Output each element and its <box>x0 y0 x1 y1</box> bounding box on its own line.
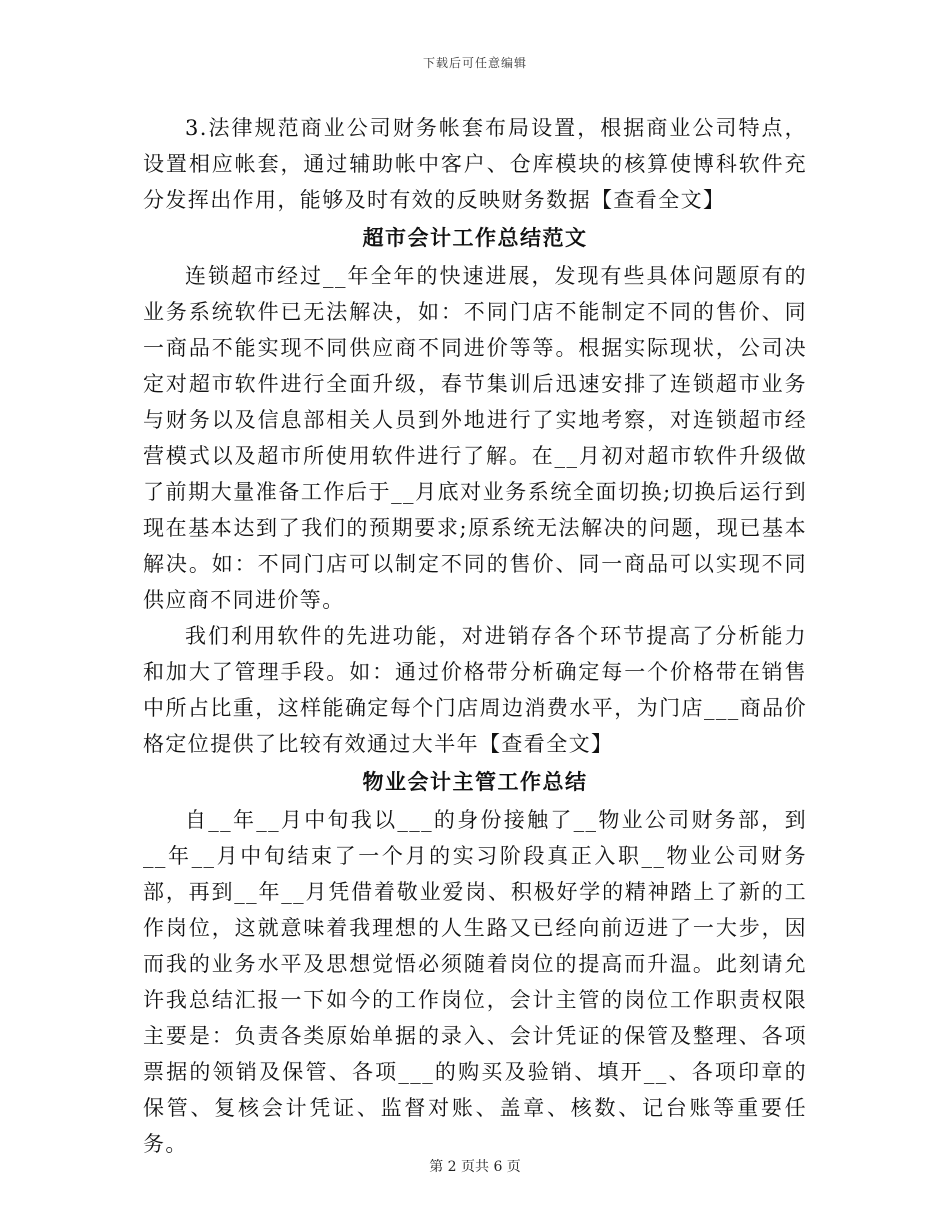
paragraph-text: 自__年__月中旬我以___的身份接触了__物业公司财务部，到__年__月中旬结束了一个月的实习阶段真正入职__物业公司财务部，再到__年__月凭借着敬业爱岗、积极好学的精神踏上了新的工作岗位，这就意味着我理想的人生路又已经向前迈进了一大步，因而我的业务水平及思想觉悟必须随着岗位的提高而升温。此刻请允许我总结汇报一下如今的工作岗位，会计主管的岗位工作职责权限主要是：负责各类原始单据的录入、会计凭证的保管及整理、各项票据的领销及保管、各项___的购买及验销、填开__、各项印章的保管、复核会计凭证、监督对账、盖章、核数、记台账等重要任务。 <box>143 808 807 1156</box>
page-number: 第 2 页共 6 页 <box>429 1159 521 1175</box>
paragraph <box>143 618 807 762</box>
document-body <box>143 110 807 1162</box>
paragraph-text: 连锁超市经过__年全年的快速进展，发现有些具体问题原有的业务系统软件已无法解决，如：不同门店不能制定不同的售价、同一商品不能实现不同供应商不同进价等等。根据实际现状，公司决定对超市软件进行全面升级，春节集训后迅速安排了连锁超市业务与财务以及信息部相关人员到外地进行了实地考察，对连锁超市经营模式以及超市所使用软件进行了解。在__月初对超市软件升级做了前期大量准备工作后于__月底对业务系统全面切换;切换后运行到现在基本达到了我们的预期要求;原系统无法解决的问题，现已基本解决。如：不同门店可以制定不同的售价、同一商品可以实现不同供应商不同进价等。 <box>143 264 807 612</box>
section-title: 超市会计工作总结范文 <box>362 225 588 250</box>
paragraph <box>143 110 807 218</box>
paragraph <box>143 802 807 1162</box>
paragraph-text: 我们利用软件的先进功能，对进销存各个环节提高了分析能力和加大了管理手段。如：通过价格带分析确定每一个价格带在销售中所占比重，这样能确定每个门店周边消费水平，为门店___商品价格定位提供了比较有效通过大半年 <box>143 624 807 756</box>
section-title: 物业会计主管工作总结 <box>362 769 588 794</box>
view-full-text-link[interactable]: 【查看全文】 <box>591 188 726 212</box>
header-note: 下载后可任意编辑 <box>422 56 527 70</box>
paragraph-text: 3.法律规范商业公司财务帐套布局设置，根据商业公司特点，设置相应帐套，通过辅助帐中客户、仓库模块的核算使博科软件充分发挥出作用，能够及时有效的反映财务数据 <box>143 116 807 212</box>
view-full-text-link[interactable]: 【查看全文】 <box>479 732 614 756</box>
paragraph <box>143 258 807 618</box>
